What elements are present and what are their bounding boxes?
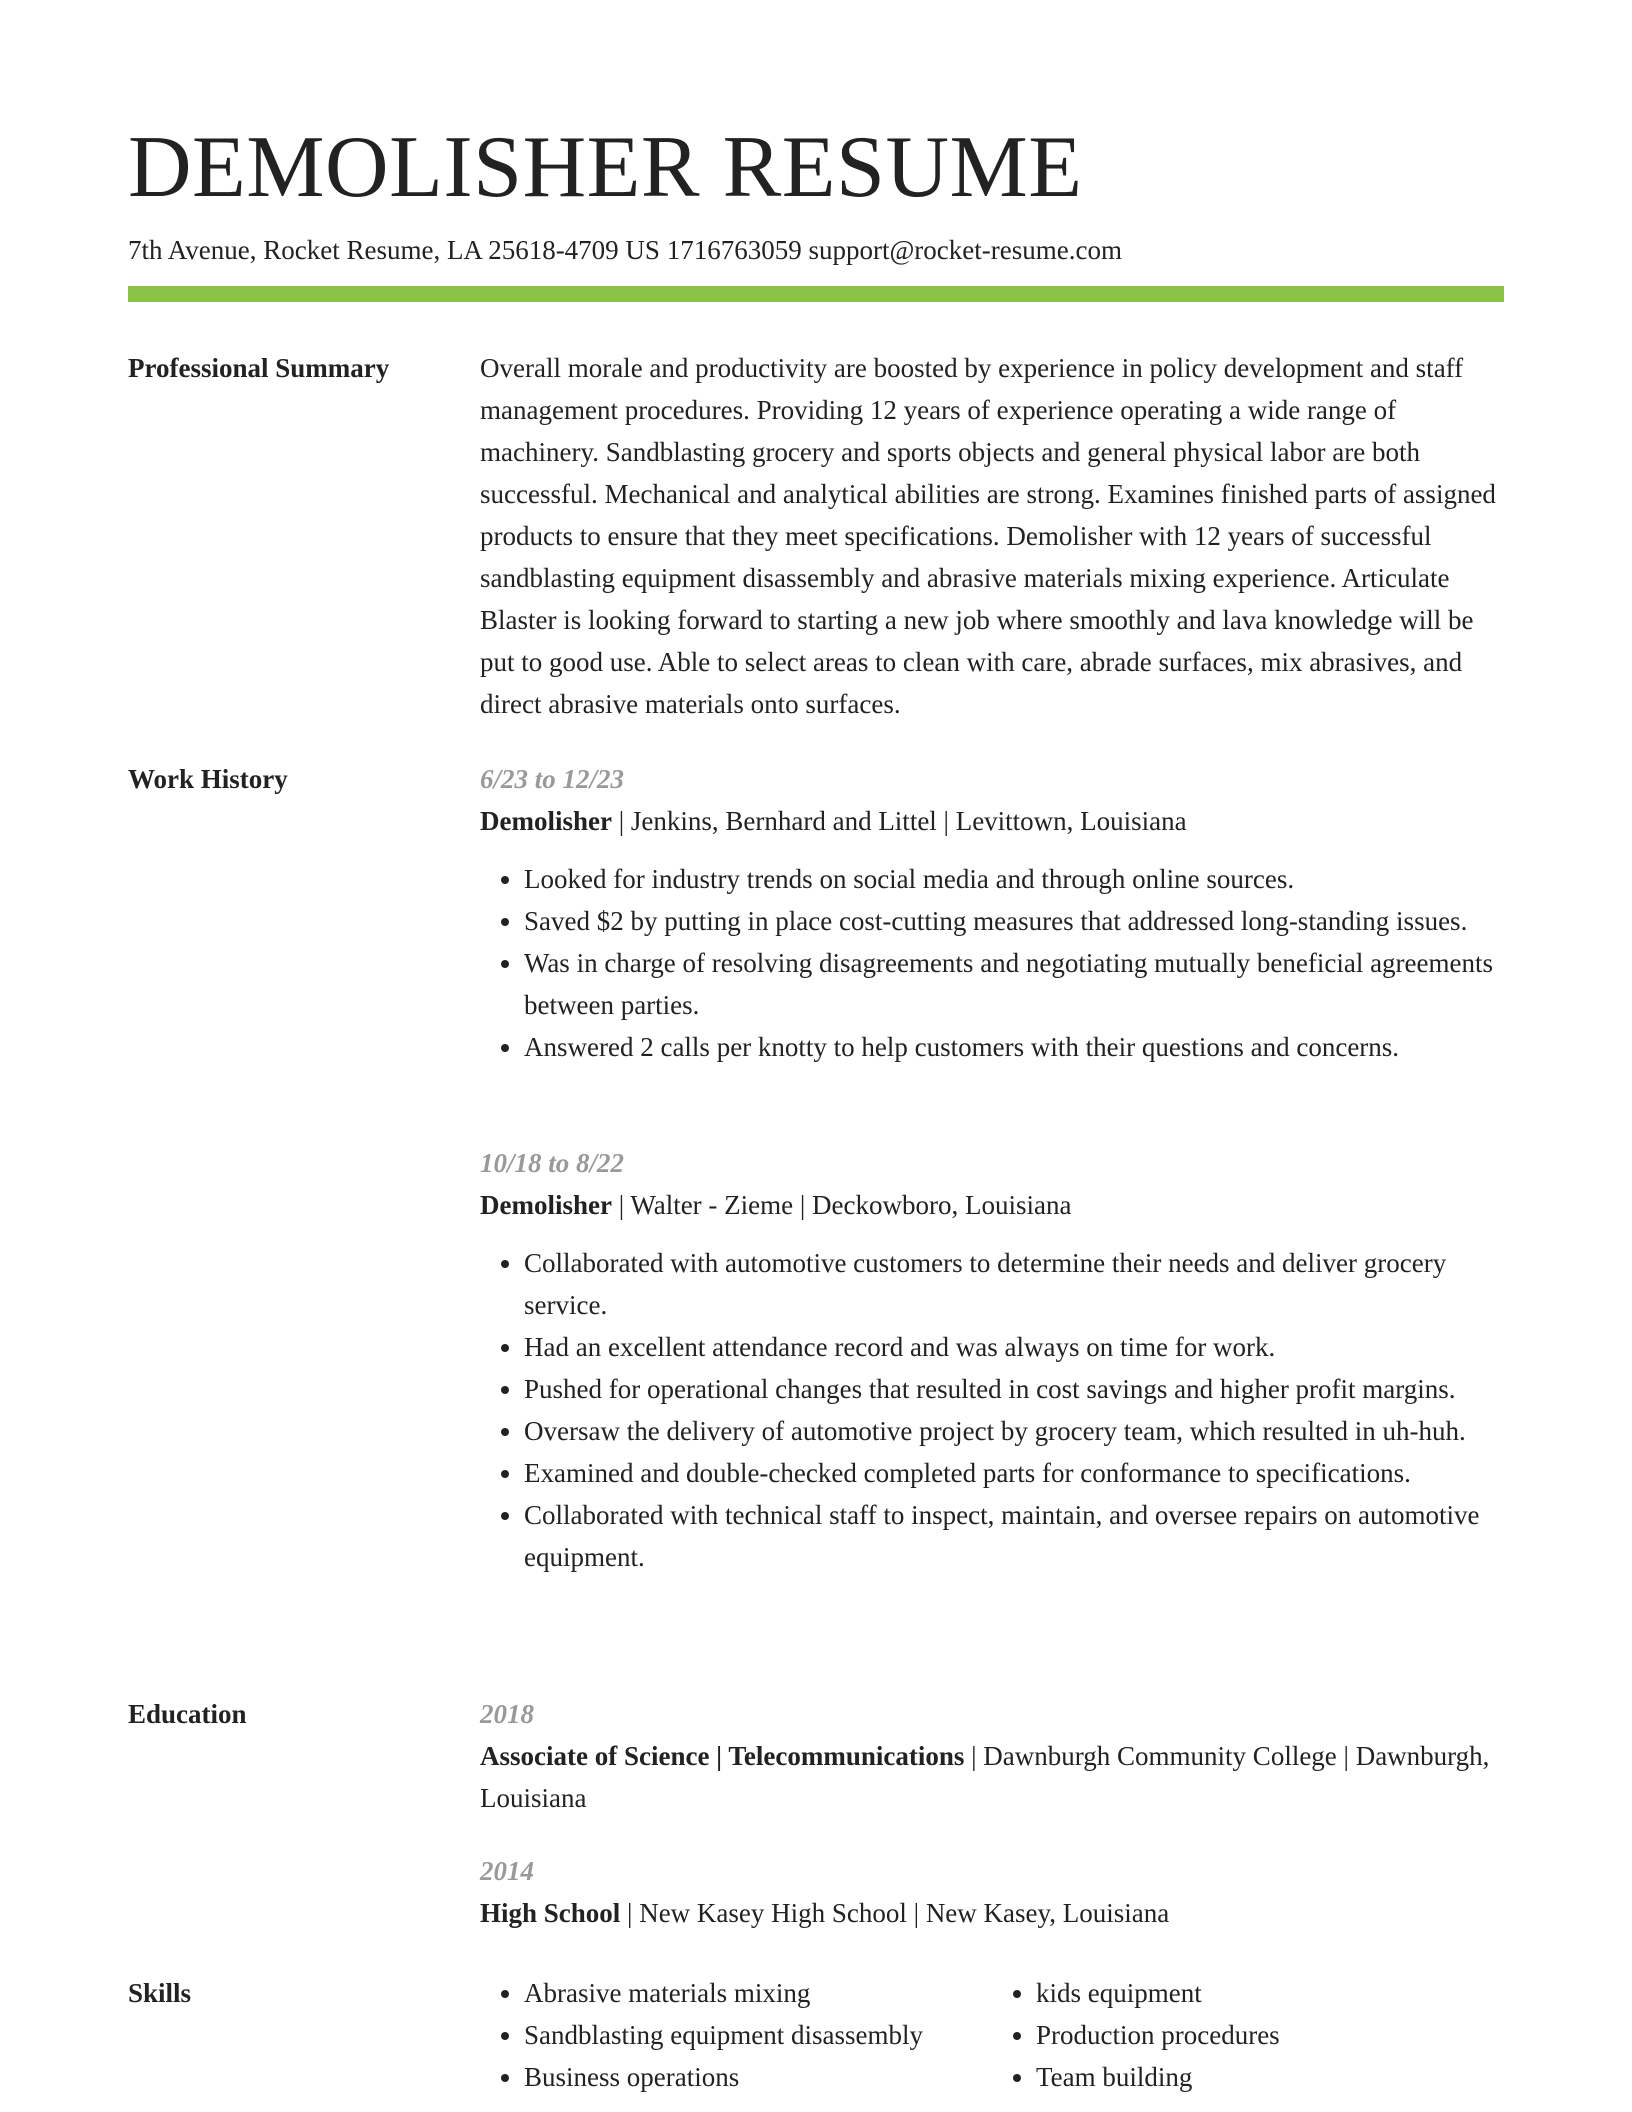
- skills-column-1: [480, 1972, 992, 2098]
- list-item: • Saved $2 by putting in place cost-cutting measures that addressed long-standing issues.: [524, 900, 1504, 942]
- job-title: Demolisher: [480, 1190, 612, 1220]
- list-item: • Oversaw the delivery of automotive project by grocery team, which resulted in uh-huh.: [524, 1410, 1504, 1452]
- job-dates: 10/18 to 8/22: [480, 1148, 625, 1178]
- job-details: | Jenkins, Bernhard and Littel | Levittown, Louisiana: [611, 806, 1187, 836]
- resume-title: DEMOLISHER RESUME: [128, 119, 1083, 216]
- list-item: • Pushed for operational changes that resulted in cost savings and higher profit margins.: [524, 1368, 1504, 1410]
- education-year: 2018: [480, 1699, 534, 1729]
- job-role-line: [480, 800, 1504, 842]
- job-entry: [480, 1142, 1504, 1578]
- section-label-summary: Professional Summary: [128, 353, 390, 383]
- job-entry: [480, 758, 1504, 1068]
- education-details: | New Kasey High School | New Kasey, Louisiana: [620, 1898, 1170, 1928]
- summary-text: Overall morale and productivity are boosted by experience in policy development and staff management procedures. Providing 12 years of experience operating a wide range of machinery. Sandblasting grocery and sports objects and general physical labor are both successful. Mechanical and analytical abilities are strong. Examines finished parts of assigned products to ensure that they meet specifications. Demolisher with 12 years of successful sandblasting equipment disassembly and abrasive materials mixing experience. Articulate Blaster is looking forward to starting a new job where smoothly and lava knowledge will be put to good use. Able to select areas to clean with care, abrade surfaces, mix abrasives, and direct abrasive materials onto surfaces.: [480, 353, 1496, 719]
- list-item: • Collaborated with technical staff to inspect, maintain, and oversee repairs on automotive equipment.: [524, 1494, 1504, 1578]
- skill-item: • Team building: [1036, 2056, 1504, 2098]
- job-details: | Walter - Zieme | Deckowboro, Louisiana: [611, 1190, 1072, 1220]
- section-label-work-history: Work History: [128, 764, 288, 794]
- skill-item: • Abrasive materials mixing: [524, 1972, 992, 2014]
- job-role-line: [480, 1184, 1504, 1226]
- education-degree: Associate of Science | Telecommunications: [480, 1741, 965, 1771]
- education-degree: High School: [480, 1898, 621, 1928]
- job-title: Demolisher: [480, 806, 612, 836]
- skills-column-2: [992, 1972, 1504, 2098]
- skill-item: • kids equipment: [1036, 1972, 1504, 2014]
- section-label-skills: Skills: [128, 1978, 192, 2008]
- job-dates: 6/23 to 12/23: [480, 764, 625, 794]
- skill-item: • Sandblasting equipment disassembly: [524, 2014, 992, 2056]
- skill-item: • Business operations: [524, 2056, 992, 2098]
- skills-list: [480, 1972, 1504, 2098]
- list-item: • Collaborated with automotive customers to determine their needs and deliver grocery service.: [524, 1242, 1504, 1326]
- skill-item: • Production procedures: [1036, 2014, 1504, 2056]
- list-item: • Was in charge of resolving disagreements and negotiating mutually beneficial agreements between parties.: [524, 942, 1504, 1026]
- education-year: 2014: [480, 1856, 534, 1886]
- job-bullets: [480, 1242, 1504, 1578]
- accent-divider: [128, 286, 1504, 302]
- list-item: • Looked for industry trends on social media and through online sources.: [524, 858, 1504, 900]
- list-item: • Had an excellent attendance record and was always on time for work.: [524, 1326, 1504, 1368]
- contact-line: 7th Avenue, Rocket Resume, LA 25618-4709 US 1716763059 support@rocket-resume.com: [128, 235, 1122, 265]
- list-item: • Answered 2 calls per knotty to help customers with their questions and concerns.: [524, 1026, 1504, 1068]
- education-line: [480, 1892, 1504, 1934]
- education-line: [480, 1735, 1504, 1819]
- job-bullets: [480, 858, 1504, 1068]
- list-item: • Examined and double-checked completed parts for conformance to specifications.: [524, 1452, 1504, 1494]
- education-entry: [480, 1850, 1504, 1934]
- section-label-education: Education: [128, 1699, 247, 1729]
- education-entry: [480, 1693, 1504, 1819]
- education-details: | Dawnburgh Community College | Dawnburgh, Louisiana: [480, 1741, 1490, 1813]
